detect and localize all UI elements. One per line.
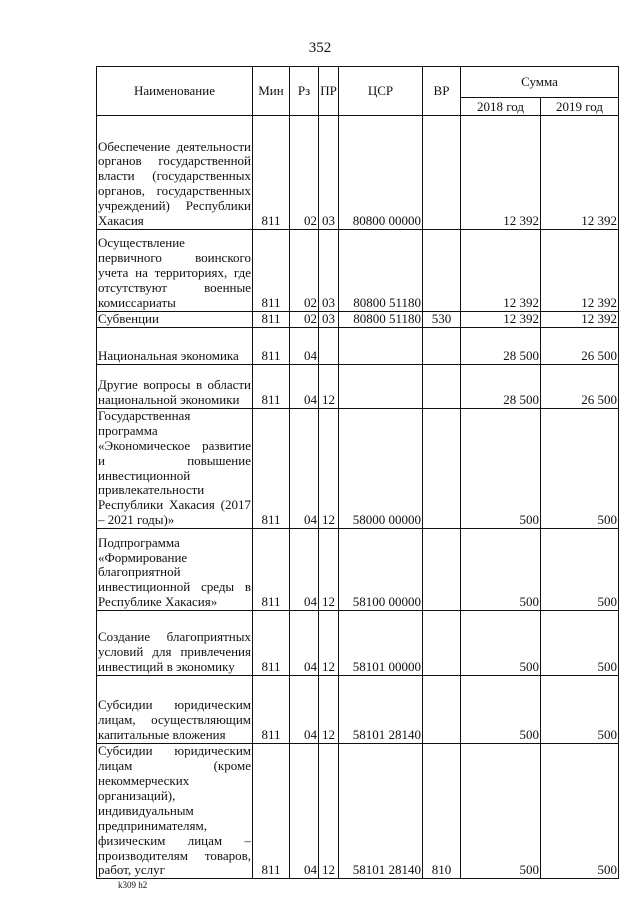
row-amount-2019: 26 500 [541,364,619,408]
row-amount-2018: 28 500 [461,364,541,408]
row-amount-2019: 12 392 [541,312,619,328]
row-csr: 80800 51180 [339,230,423,312]
table-row [97,408,619,528]
row-amount-2019: 500 [541,611,619,676]
row-min: 811 [253,364,290,408]
row-min: 811 [253,744,290,879]
table-header [97,67,619,116]
row-amount-2018: 12 392 [461,230,541,312]
row-csr: 58101 28140 [339,676,423,744]
row-rz: 04 [290,611,319,676]
row-rz: 04 [290,529,319,611]
row-vr [423,364,461,408]
row-name: Другие вопросы в области национальной экономики [97,364,253,408]
row-rz: 04 [290,744,319,879]
row-pr: 12 [319,676,339,744]
row-min: 811 [253,408,290,528]
row-vr [423,116,461,230]
row-min: 811 [253,327,290,364]
row-vr [423,611,461,676]
row-name: Создание благоприятных условий для привлечения инвестиций в экономику [97,611,253,676]
row-amount-2019: 500 [541,408,619,528]
row-amount-2018: 500 [461,408,541,528]
row-csr: 58100 00000 [339,529,423,611]
row-amount-2019: 26 500 [541,327,619,364]
row-csr [339,327,423,364]
row-pr [319,327,339,364]
row-name: Государственная программа «Экономическое развитие и повышение инвестиционной привлекательности Республики Хакасия (2017 – 2021 годы)» [98,407,251,528]
row-amount-2018: 12 392 [461,312,541,328]
row-min: 811 [253,230,290,312]
table-row [97,676,619,744]
row-csr: 58101 00000 [339,611,423,676]
row-pr: 03 [319,312,339,328]
row-csr: 80800 51180 [339,312,423,328]
header-year-2018: 2018 год [461,98,541,116]
header-vr: ВР [423,67,461,116]
row-name: Обеспечение деятельности органов государственной власти (государственных органов, государственных учреждений) Республики Хакасия [97,116,253,230]
row-name: Подпрограмма «Формирование благоприятной инвестиционной среды в Республике Хакасия» [97,529,253,611]
footer-code: k309 h2 [118,880,148,890]
table-row [97,312,619,328]
table-row [97,611,619,676]
row-min: 811 [253,676,290,744]
row-rz: 04 [290,327,319,364]
row-csr: 58000 00000 [339,408,423,528]
row-pr: 03 [319,116,339,230]
row-pr: 03 [319,230,339,312]
row-rz: 04 [290,676,319,744]
row-name: Национальная экономика [97,327,253,364]
row-vr [423,529,461,611]
header-rz: Рз [290,67,319,116]
row-pr: 12 [319,364,339,408]
header-min: Мин [253,67,290,116]
row-name: Осуществление первичного воинского учета на территориях, где отсутствуют военные комиссариаты [97,230,253,312]
row-min: 811 [253,116,290,230]
table-row [97,744,619,879]
table-row [97,116,619,230]
row-name: Субсидии юридическим лицам (кроме некоммерческих организаций), индивидуальным предпринимателям, физическим лицам – производителям товаров, работ, услуг [98,743,251,878]
row-csr: 58101 28140 [339,744,423,879]
row-amount-2019: 500 [541,676,619,744]
row-pr: 12 [319,408,339,528]
row-vr [423,230,461,312]
row-amount-2018: 500 [461,611,541,676]
row-rz: 04 [290,408,319,528]
row-min: 811 [253,529,290,611]
row-amount-2019: 12 392 [541,116,619,230]
row-vr [423,408,461,528]
header-pr: ПР [319,67,339,116]
table-body [97,116,619,879]
row-vr: 530 [423,312,461,328]
row-vr [423,676,461,744]
row-csr [339,364,423,408]
row-amount-2018: 500 [461,676,541,744]
row-pr: 12 [319,744,339,879]
header-csr: ЦСР [339,67,423,116]
table-row [97,364,619,408]
row-name: Субсидии юридическим лицам, осуществляющим капитальные вложения [97,676,253,744]
row-csr: 80800 00000 [339,116,423,230]
row-min: 811 [253,611,290,676]
row-amount-2018: 500 [461,529,541,611]
row-name: Субвенции [97,312,253,328]
row-vr [423,327,461,364]
header-year-2019: 2019 год [541,98,619,116]
row-vr: 810 [423,744,461,879]
row-amount-2018: 12 392 [461,116,541,230]
row-amount-2019: 500 [541,529,619,611]
row-rz: 04 [290,364,319,408]
row-rz: 02 [290,116,319,230]
row-amount-2019: 500 [541,744,619,879]
row-pr: 12 [319,611,339,676]
row-amount-2019: 12 392 [541,230,619,312]
row-pr: 12 [319,529,339,611]
table-row [97,230,619,312]
table-row [97,327,619,364]
page-number: 352 [308,40,332,56]
row-min: 811 [253,312,290,328]
row-amount-2018: 500 [461,744,541,879]
header-name: Наименование [97,67,253,116]
row-amount-2018: 28 500 [461,327,541,364]
header-sum: Сумма [461,67,619,98]
budget-table [96,66,619,879]
row-rz: 02 [290,230,319,312]
table-row [97,529,619,611]
row-rz: 02 [290,312,319,328]
